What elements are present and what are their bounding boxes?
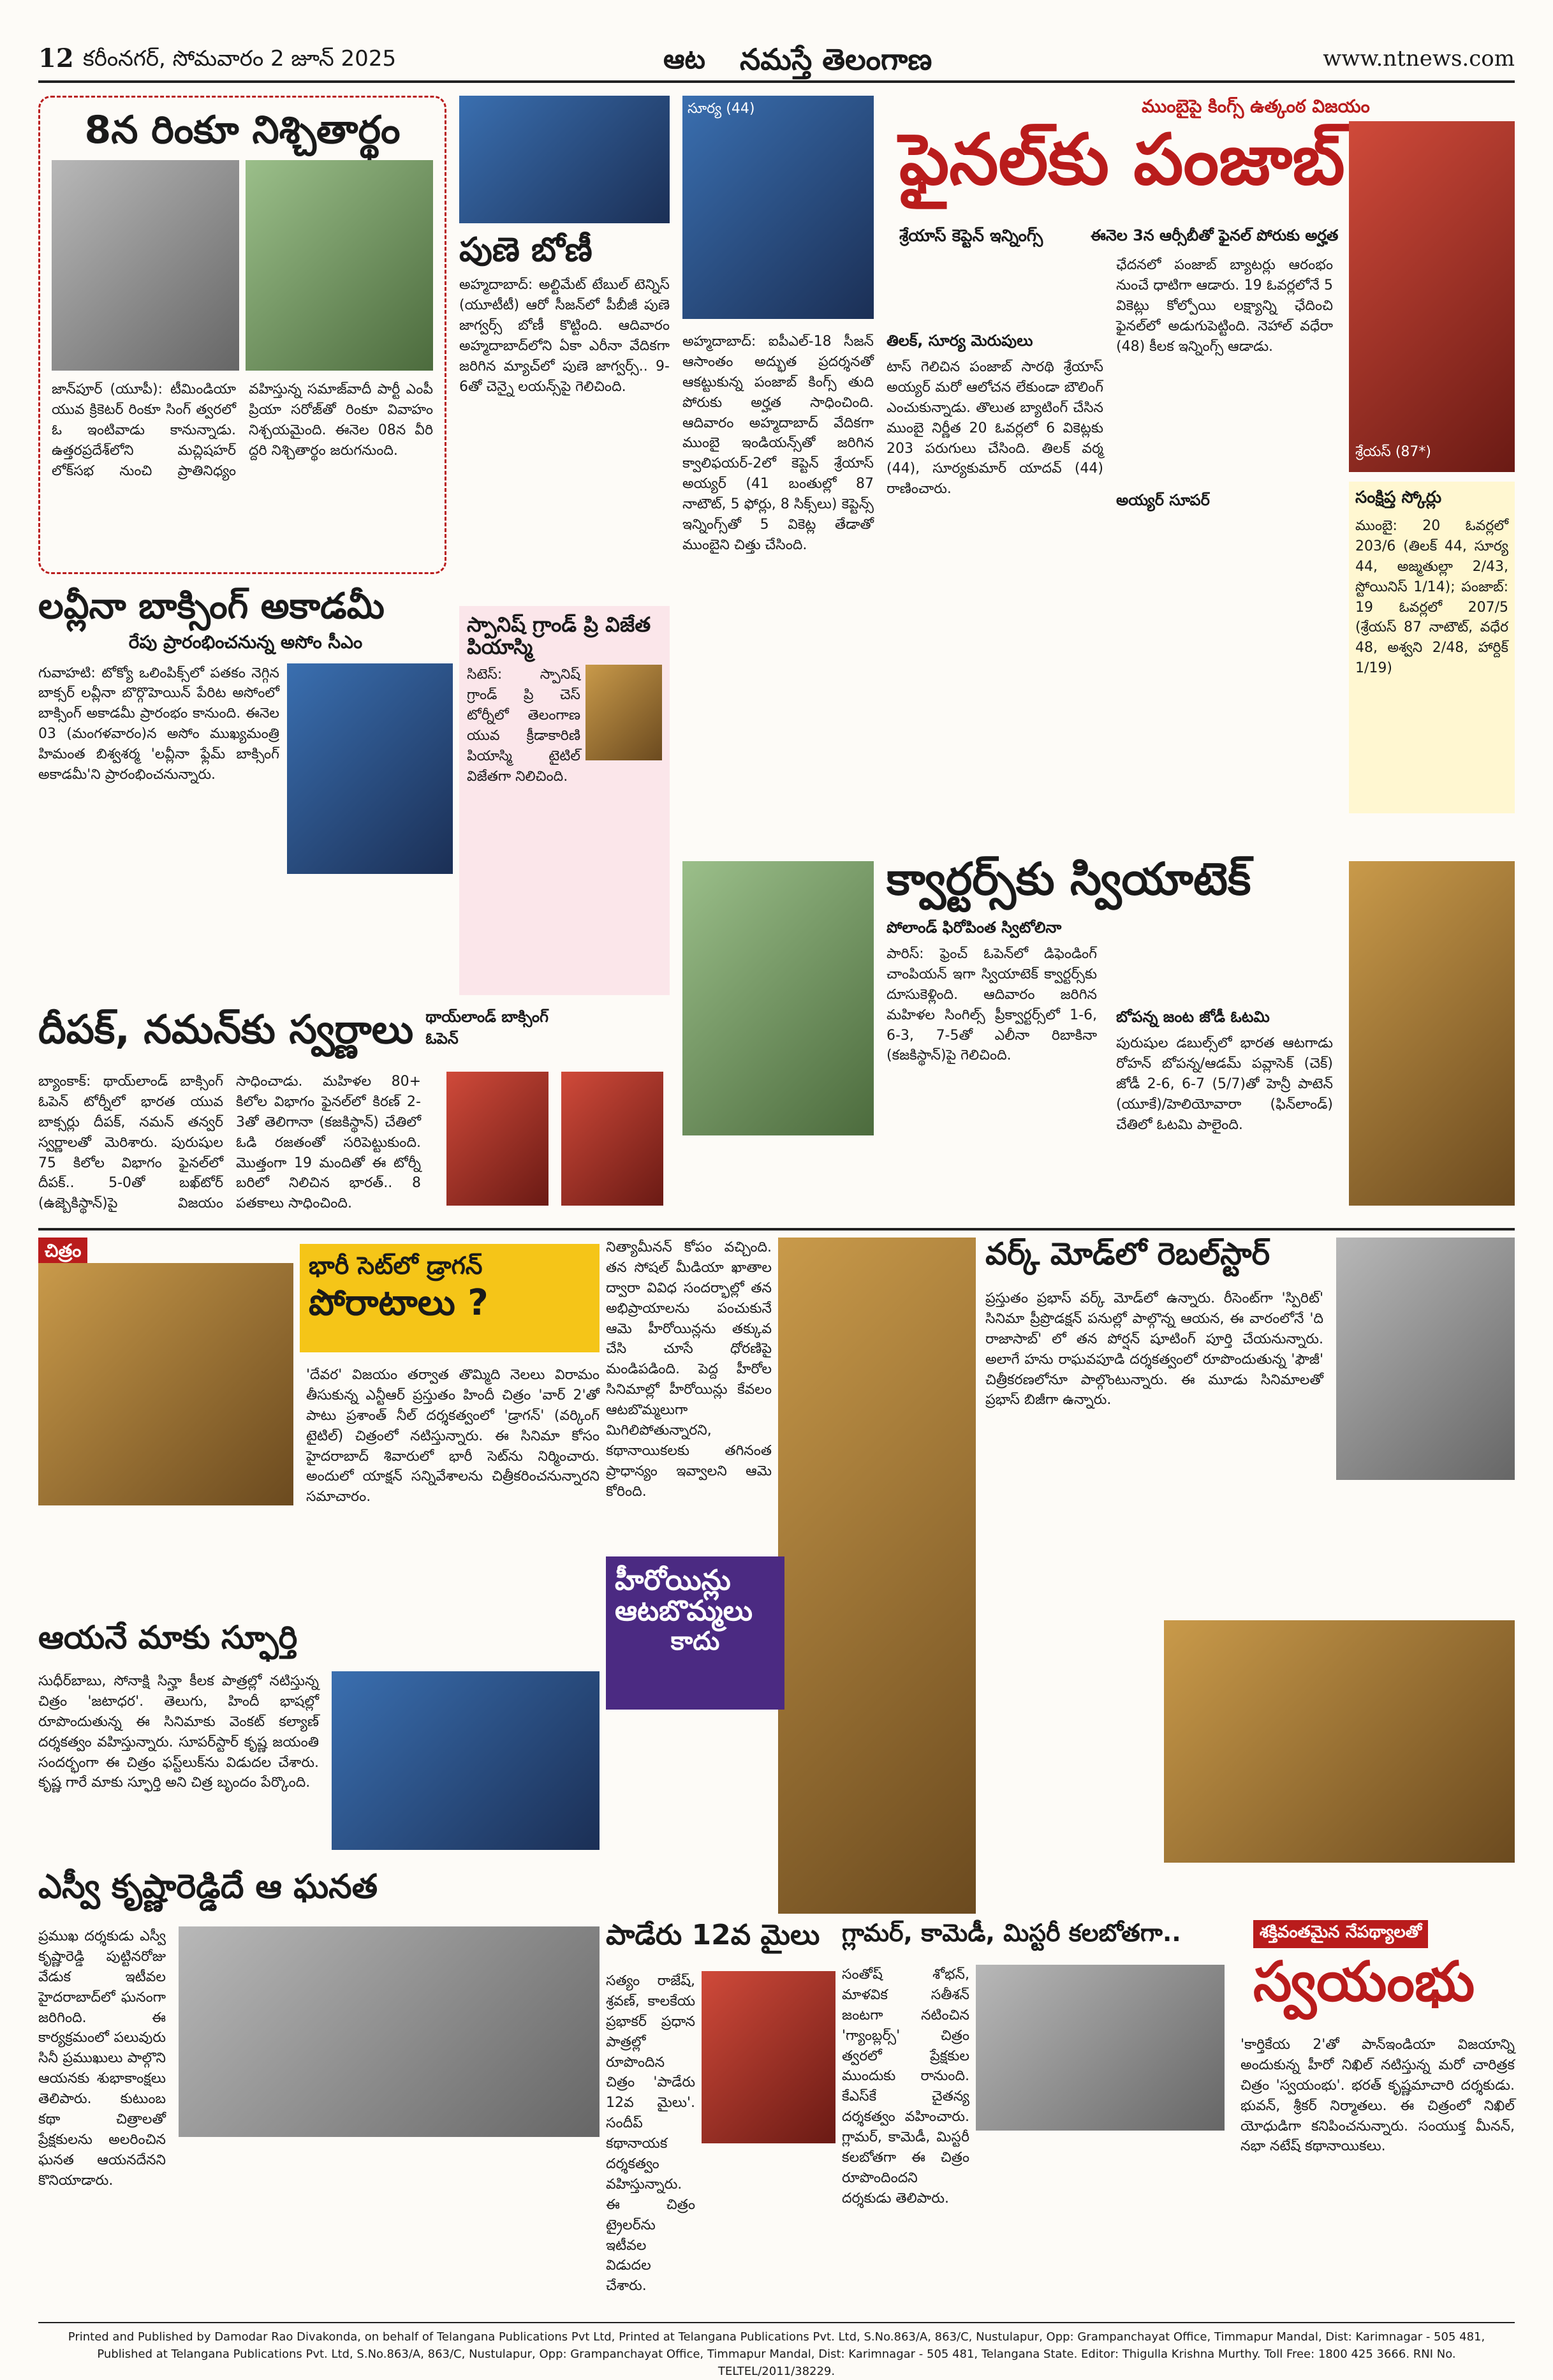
- edition-date: కరీంనగర్, సోమవారం 2 జూన్ 2025: [83, 46, 397, 71]
- lovlina-body: గువాహటి: టోక్యో ఒలింపిక్స్‌లో పతకం నెగ్గిన బాక్సర్‌ లవ్లీనా బొర్గొహెయిన్‌ పేరిట అసోంలో బాక్సింగ్‌ అకాడమీ ప్రారంభం కానుంది. ఈనెల 03 (మంగళవారం)న అసోం ముఖ్యమంత్రి హిమంత బిశ్వశర్మ 'లవ్లీనా ఫ్లేమ్‌ బాక్సింగ్‌ అకాడమీ'ని ప్రారంభించనున్నారు.: [38, 665, 279, 783]
- chess-headline: స్పానిష్‌ గ్రాండ్‌ ప్రి విజేత పియాస్మి: [467, 612, 651, 660]
- heroine-body: నిత్యామీనన్‌ కోపం వచ్చింది. తన సోషల్‌ మీడియా ఖాతాల ద్వారా వివిధ సందర్భాల్లో తన అభిప్రాయాలను పంచుకునే ఆమె హీరోయిన్లను తక్కువ చేసి చూసే ధోరణిపై మండిపడింది. పెద్ద హీరోల సినిమాల్లో హీరోయిన్లు కేవలం ఆటబొమ్మలుగా మిగిలిపోతున్నారని, కథానాయికలకు తగినంత ప్రాధాన్యం ఇవ్వాలని ఆమె కోరింది.: [606, 1239, 772, 1500]
- print-footer: [38, 2322, 1515, 2378]
- swiatek-headline: క్వార్టర్స్‌కు స్వియాటెక్‌: [887, 853, 1251, 905]
- swiatek-article: [682, 842, 1515, 1225]
- pune-article: [459, 96, 670, 600]
- heroine-headline-2: ఆటబొమ్మలు: [615, 1595, 753, 1628]
- newspaper-name: నమస్తే తెలంగాణ: [740, 42, 932, 77]
- heroine-headline-3: కాదు: [670, 1626, 720, 1656]
- inspiration-article: [38, 1620, 600, 1863]
- chess-article: [459, 606, 670, 995]
- swayambhu-body: 'కార్తికేయ 2'తో పాన్‌ఇండియా విజయాన్ని అందుకున్న హీరో నిఖిల్‌ నటిస్తున్న మరో చారిత్రక చిత్రం 'స్వయంభు'. భరత్‌ కృష్ణమాచారి దర్శకుడు. భువన్‌, శ్రీకర్‌ నిర్మాతలు. ఈ చిత్రంలో నిఖిల్‌ యోధుడిగా కనిపించనున్నారు. సంయుక్త మీనన్‌, నభా నటేష్‌ కథానాయికలు.: [1240, 2037, 1515, 2155]
- brief-score-title: సంక్షిప్త స్కోర్లు: [1355, 488, 1442, 507]
- punjab-subhead-1: తిలక్‌, సూర్య మెరుపులు: [887, 332, 1033, 350]
- brief-score-box: [1349, 482, 1515, 813]
- swiatek-body: పారిస్‌: ఫ్రెంచ్‌ ఓపెన్‌లో డిఫెండింగ్‌ చాంపియన్‌ ఇగా స్వియాటెక్‌ క్వార్టర్స్‌కు దూసుకెళ్లింది. ఆదివారం జరిగిన మహిళల సింగిల్స్‌ ప్రీక్వార్టర్స్‌లో 1-6, 6-3, 7-5తో ఎలీనా రిబాకినా (కజకిస్థాన్‌)పై గెలిచింది.: [887, 946, 1097, 1064]
- heroine-article: [606, 1238, 976, 1914]
- section-divider: [38, 1228, 1515, 1231]
- chess-photo: [585, 665, 662, 760]
- punjab-body-1: అహ్మదాబాద్‌: ఐపీఎల్‌-18 సీజన్‌ ఆసాంతం అద్భుత ప్రదర్శనతో ఆకట్టుకున్న పంజాబ్‌ కింగ్స్‌ తుది పోరుకు అర్హత సాధించింది. ఆదివారం అహ్మదాబాద్‌ వేదికగా ముంబై ఇండియన్స్‌తో జరిగిన క్వాలిఫయర్‌-2లో కెప్టెన్‌ శ్రేయాస్‌ అయ్యర్‌ (41 బంతుల్లో 87 నాటౌట్‌, 5 ఫోర్లు, 8 సిక్స్‌లు) కెప్టెన్స్‌ ఇన్నింగ్స్‌తో 5 వికెట్ల తేడాతో ముంబైని చిత్తు చేసింది.: [682, 334, 874, 553]
- pune-headline: పుణె బోణీ: [459, 231, 592, 269]
- chitram-label: చిత్రం: [38, 1238, 87, 1268]
- deepak-article: [38, 1008, 670, 1218]
- pune-body: అహ్మదాబాద్‌: అల్టిమేట్‌ టేబుల్‌ టెన్నిస్‌ (యూటీటీ) ఆరో సీజన్‌లో పీబీజీ పుణె జాగ్వర్స్‌ బోణీ కొట్టింది. ఆదివారం అహ్మదాబాద్‌లోని ఏకా ఎరీనా వేదికగా జరిగిన మ్యాచ్‌లో పుణె జాగ్వర్స్‌.. 9-6తో చెన్నై లయన్స్‌పై గెలిచింది.: [459, 277, 670, 395]
- heroine-headline-1: హీరోయిన్లు: [615, 1564, 731, 1597]
- punjab-kicker: ముంబైపై కింగ్స్‌ ఉత్కంఠ విజయం: [1142, 96, 1370, 117]
- masthead: [38, 38, 1515, 83]
- rebel-article: [985, 1238, 1515, 1608]
- surya-photo: [682, 96, 874, 319]
- page-number: 12: [38, 43, 74, 73]
- swayambhu-article: [985, 1620, 1515, 2316]
- shreyas-caption: శ్రేయస్‌ (87*): [1355, 444, 1431, 460]
- punjab-deck1: శ్రేయాస్‌ కెప్టెన్‌ ఇన్నింగ్స్‌: [899, 226, 1043, 246]
- brief-score-text: ముంబై: 20 ఓవర్లలో 203/6 (తిలక్‌ 44, సూర్య 44, అజ్మతుల్లా 2/43, స్టోయినిస్‌ 1/14); పంజాబ్‌: 19 ఓవర్లలో 207/5 (శ్రేయస్‌ 87 నాటౌట్‌, వధేర 48, అశ్వని 2/48, హార్దిక్‌ 1/19): [1355, 518, 1508, 677]
- dragon-headline-box: [300, 1244, 600, 1352]
- rebel-body: ప్రస్తుతం ప్రభాస్‌ వర్క్‌ మోడ్‌లో ఉన్నారు. రీసెంట్‌గా 'స్పిరిట్‌' సినిమా ప్రీప్రొడక్షన్‌ పనుల్లో పాల్గొన్న ఆయన, ఈ వారంలోనే 'ది రాజాసాబ్‌' లో తన పోర్షన్‌ షూటింగ్‌ పూర్తి చేయనున్నారు. అలాగే హను రాఘవపూడి దర్శకత్వంలో రూపొందుతున్న 'ఫౌజీ' చిత్రీకరణలోనూ పాల్గొంటున్నారు. ఈ మూడు సినిమాలతో ప్రభాస్‌ బిజీగా ఉన్నారు.: [985, 1290, 1323, 1408]
- lovlina-article: [38, 587, 453, 995]
- swayambhu-headline: స్వయంభు: [1253, 1950, 1475, 2014]
- nithya-photo: [778, 1238, 976, 1914]
- rinku-article: [38, 96, 446, 574]
- deepak-photo: [446, 1072, 548, 1206]
- paderu-photo: [702, 1971, 835, 2143]
- inspiration-body: సుధీర్‌బాబు, సోనాక్షి సిన్హా కీలక పాత్రల్లో నటిస్తున్న చిత్రం 'జటాధర'. తెలుగు, హిందీ భాషల్లో రూపొందుతున్న ఈ సినిమాకు వెంకట్‌ కల్యాణ్‌ దర్శకత్వం వహిస్తున్నారు. సూపర్‌స్టార్‌ కృష్ణ జయంతి సందర్భంగా ఈ చిత్రం ఫస్ట్‌లుక్‌ను విడుదల చేశారు. కృష్ణ గారే మాకు స్ఫూర్తి అని చిత్ర బృందం పేర్కొంది.: [38, 1673, 319, 1791]
- deepak-tag: థాయ్‌లాండ్‌ బాక్సింగ్‌ ఓపెన్‌: [425, 1008, 548, 1047]
- chess-body: సిటెస్‌: స్పానిష్‌ గ్రాండ్‌ ప్రి చెస్‌ టోర్నీలో తెలంగాణ యువ క్రీడాకారిణి పియాస్మి టైటిల్‌ విజేతగా నిలిచింది.: [467, 667, 580, 785]
- footer-line-1: Printed and Published by Damodar Rao Divakonda, on behalf of Telangana Publications Pvt Ltd, Printed at Telangana Publications Pvt. Ltd, S.No.863/A, 863/C, Nustulapur, Opp: Grampanchayat Office, Timmapur Mandal, Dist: Karimnagar - 505 481,: [68, 2330, 1485, 2344]
- deepak-headline: దీపక్‌, నమన్‌కు స్వర్ణాలు: [38, 1006, 414, 1053]
- swiatek-deck: పోలాండ్‌ ఫిరోపింత స్విటోలినా: [887, 919, 1062, 936]
- swiatek-body-2: పురుషుల డబుల్స్‌లో భారత ఆటగాడు రోహన్‌ బోపన్న/ఆడమ్‌ పవ్లాసెక్‌ (చెక్‌) జోడీ 2-6, 6-7 (5/7)తో హెన్రీ పాటెన్‌ (యూకే)/హెలియోవారా (ఫిన్‌లాండ్‌) చేతిలో ఓటమి పాలైంది.: [1116, 1035, 1333, 1133]
- paderu-body: సత్యం రాజేష్‌, శ్రవణ్‌, కాలకేయ ప్రభాకర్‌ ప్రధాన పాత్రల్లో రూపొందిన చిత్రం 'పాడేరు 12వ మైలు'. సందీప్‌ కథానాయక దర్శకత్వం వహిస్తున్నారు. ఈ చిత్రం ట్రైలర్‌ను ఇటీవల విడుదల చేశారు.: [606, 1973, 695, 2295]
- jatadhara-poster: [332, 1671, 600, 1850]
- punjab-body-2: టాస్‌ గెలిచిన పంజాబ్‌ సారథి శ్రేయాస్‌ అయ్యర్‌ మరో ఆలోచన లేకుండా బౌలింగ్‌ ఎంచుకున్నాడు. తొలుత బ్యాటింగ్‌ చేసిన ముంబై నిర్ణీత 20 ఓవర్లలో 6 వికెట్లకు 203 పరుగులు చేసింది. తిలక్‌ వర్మ (44), సూర్యకుమార్‌ యాదవ్‌ (44) రాణించారు.: [887, 359, 1103, 498]
- deepak-body: బ్యాంకాక్‌: థాయ్‌లాండ్‌ బాక్సింగ్‌ ఓపెన్‌ టోర్నీలో భారత యువ బాక్సర్లు దీపక్‌, నమన్‌ తన్వర్‌ స్వర్ణాలతో మెరిశారు. పురుషుల 75 కిలోల విభాగం ఫైనల్‌లో దీపక్‌.. 5-0తో బఖ్‌టోర్‌ (ఉజ్బెకిస్థాన్‌)పై విజయం సాధించాడు. మహిళల 80+ కిలోల విభాగం ఫైనల్‌లో కిరణ్‌ 2-3తో తెలిగానా (కజకిస్థాన్‌) చేతిలో ఓడి రజతంతో సరిపెట్టుకుంది. మొత్తంగా 19 మందితో ఈ టోర్నీ బరిలో నిలిచిన భారత్‌.. 8 పతకాలు సాధించింది.: [38, 1074, 421, 1212]
- rebel-headline: వర్క్‌ మోడ్‌లో రెబల్‌స్టార్‌: [985, 1236, 1270, 1272]
- lovlina-photo: [287, 663, 453, 874]
- punjab-deck2: ఈనెల 3న ఆర్సీబీతో ఫైనల్‌ పోరుకు అర్హత: [1091, 226, 1339, 244]
- swayambhu-poster: [1164, 1620, 1515, 1863]
- punjab-body-3: ఛేదనలో పంజాబ్‌ బ్యాటర్లు ఆరంభం నుంచే ధాటిగా ఆడారు. 19 ఓవర్లలోనే 5 వికెట్లు కోల్పోయి లక్ష్యాన్ని ఛేదించి ఫైనల్‌లో అడుగుపెట్టింది. నెహాల్‌ వధేరా (48) కీలక ఇన్నింగ్స్‌ ఆడాడు.: [1116, 257, 1333, 355]
- rinku-headline: 8న రింకూ నిశ్చితార్థం: [84, 108, 401, 152]
- lovlina-headline: లవ్లీనా బాక్సింగ్‌ అకాడమీ: [38, 586, 385, 627]
- prabhas-photo: [1336, 1238, 1515, 1480]
- punjab-subhead-2: అయ్యర్‌ సూపర్‌: [1116, 491, 1210, 509]
- krishna-body: ప్రముఖ దర్శకుడు ఎస్వీ కృష్ణారెడ్డి పుట్టినరోజు వేడుక ఇటీవల హైదరాబాద్‌లో ఘనంగా జరిగింది. ఈ కార్యక్రమంలో పలువురు సినీ ప్రముఖులు పాల్గొని ఆయనకు శుభాకాంక్షలు తెలిపారు. కుటుంబ కథా చిత్రాలతో ప్రేక్షకులను అలరించిన ఘనత ఆయనదేనని కొనియాడారు.: [38, 1928, 166, 2189]
- dragon-article: [38, 1238, 600, 1608]
- priya-photo: [246, 160, 433, 371]
- website-url: www.ntnews.com: [1323, 46, 1515, 71]
- krishna-article: [38, 1869, 600, 2316]
- paderu-headline: పాడేరు 12వ మైలు: [606, 1919, 820, 1951]
- naman-photo: [561, 1072, 663, 1206]
- swayambhu-kicker: శక్తివంతమైన నేపథ్యాలతో: [1253, 1920, 1428, 1948]
- shreyas-photo: [1349, 121, 1515, 472]
- glamour-headline: గ్లామర్‌, కామెడీ, మిస్టరీ కలబోతగా..: [842, 1919, 1181, 1947]
- rinku-photo: [52, 160, 239, 371]
- ntr-photo: [38, 1263, 293, 1505]
- surya-caption: సూర్య (44): [688, 101, 755, 117]
- punjab-article: [682, 96, 1515, 829]
- paderu-article: [606, 1920, 835, 2316]
- punjab-headline: ఫైనల్‌కు పంజాబ్‌: [899, 119, 1345, 200]
- rinku-body: జాన్‌పూర్‌ (యూపీ): టీమిండియా యువ క్రికెటర్‌ రింకూ సింగ్‌ త్వరలో ఓ ఇంటివాడు కానున్నాడు. ఉత్తరప్రదేశ్‌లోని మచ్లిషహర్‌ లోక్‌సభ నుంచి ప్రాతినిధ్యం వహిస్తున్న సమాజ్‌వాదీ పార్టీ ఎంపీ ప్రియా సరోజ్‌తో రింకూ వివాహం నిశ్చయమైంది. ఈనెల 08న వీరి ద్దరి నిశ్చితార్థం జరుగనుంది.: [52, 381, 433, 479]
- glamour-body: సంతోష్‌ శోభన్‌, మాళవిక సతీశన్‌ జంటగా నటించిన 'గ్యాంబ్లర్స్‌' చిత్రం త్వరలో ప్రేక్షకుల ముందుకు రానుంది. కేఎస్‌కే చైతన్య దర్శకత్వం వహించారు. గ్లామర్‌, కామెడీ, మిస్టరీ కలబోతగా ఈ చిత్రం రూపొందిందని దర్శకుడు తెలిపారు.: [842, 1967, 969, 2206]
- dragon-headline-1: భారీ సెట్‌లో డ్రాగన్‌: [309, 1252, 483, 1280]
- krishna-headline: ఎస్వీ కృష్ణారెడ్డిదే ఆ ఘనత: [38, 1868, 378, 1906]
- svitolina-photo: [1349, 861, 1515, 1206]
- footer-line-2: Published at Telangana Publications Pvt. Ltd, S.No.863/A, 863/C, Nustulapur, Opp: Grampanchayat Office, Timmapur Mandal, Dist: Karimnagar - 505 481, Telangana State. Editor: Thigulla Krishna Murthy. Toll Free: 1800 425 3666. RNI No. TELTEL/2011/38229.: [97, 2347, 1456, 2378]
- inspiration-headline: ఆయనే మాకు స్ఫూర్తి: [38, 1619, 298, 1656]
- pune-photo: [459, 96, 670, 223]
- heroine-headline-box: [606, 1556, 784, 1710]
- lovlina-subhead: రేపు ప్రారంభించనున్న అసోం సీఎం: [128, 631, 363, 653]
- section-name: ఆట: [663, 43, 705, 75]
- krishna-event-photo: [179, 1926, 600, 2137]
- dragon-body: 'దేవర' విజయం తర్వాత తొమ్మిది నెలలు విరామం తీసుకున్న ఎన్టీఆర్‌ ప్రస్తుతం హిందీ చిత్రం 'వార్‌ 2'తో పాటు ప్రశాంత్‌ నీల్‌ దర్శకత్వంలో 'డ్రాగన్‌' (వర్కింగ్‌ టైటిల్‌) చిత్రంలో నటిస్తున్నారు. ఈ సినిమా కోసం హైదరాబాద్‌ శివారులో భారీ సెట్‌ను నిర్మించారు. అందులో యాక్షన్‌ సన్నివేశాలను చిత్రీకరించనున్నారని సమాచారం.: [306, 1367, 600, 1505]
- swiatek-photo: [682, 861, 874, 1135]
- swiatek-subhead: బోపన్న జంట జోడీ ఓటమి: [1116, 1008, 1270, 1026]
- dragon-headline-2: పోరాటాలు ?: [309, 1282, 489, 1324]
